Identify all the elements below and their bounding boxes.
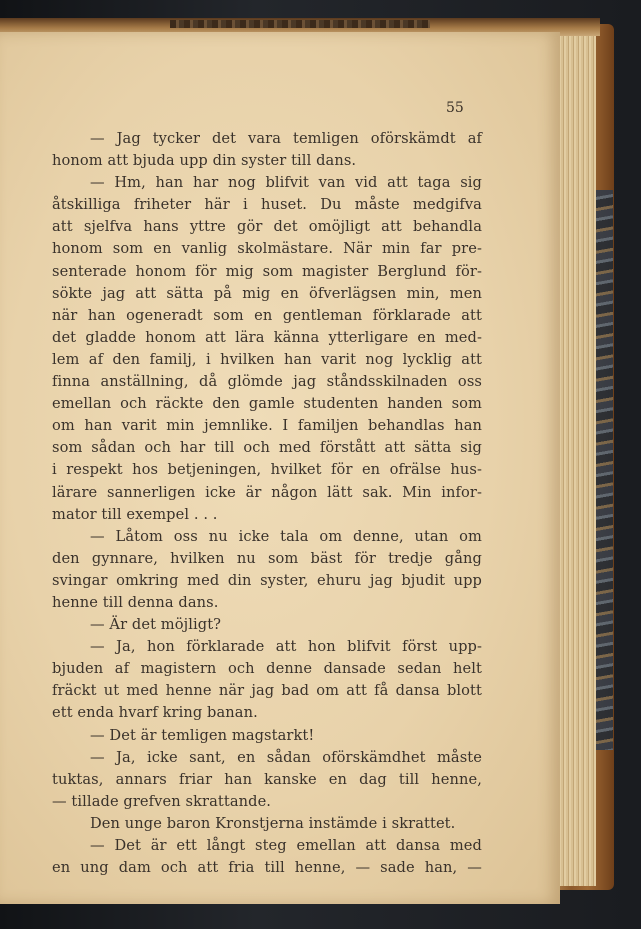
text-line: i respekt hos betjeningen, hvilket för en ofrälse hus- [52, 461, 482, 479]
text-line: — Hm, han har nog blifvit van vid att taga sig [90, 174, 482, 192]
text-line: fräckt ut med henne när jag bad om att få dansa blott [52, 682, 482, 700]
text-line: en ung dam och att fria till henne, — sade han, — [52, 859, 482, 877]
text-line: — Låtom oss nu icke tala om denne, utan om [90, 527, 482, 545]
text-line: emellan och räckte den gamle studenten handen som [52, 395, 482, 413]
text-line: Den unge baron Kronstjerna instämde i skrattet. [90, 814, 456, 832]
text-line: — Ja, icke sant, en sådan oförskämdhet måste [90, 748, 482, 766]
text-line: som sådan och har till och med förstått att sätta sig [52, 439, 482, 457]
text-line: att sjelfva hans yttre gör det omöjligt att behandla [52, 218, 482, 236]
text-line: — Ja, hon förklarade att hon blifvit först upp- [90, 638, 482, 656]
text-line: bjuden af magistern och denne dansade sedan helt [52, 660, 482, 678]
text-line: tuktas, annars friar han kanske en dag till henne, [52, 770, 482, 788]
text-line: — Det är temligen magstarkt! [90, 726, 315, 744]
text-line: finna anställning, då glömde jag ståndsskilnaden oss [52, 373, 482, 391]
page-edges [556, 30, 596, 886]
text-line: det gladde honom att lära känna ytterligare en med- [52, 328, 482, 346]
text-line: honom att bjuda upp din syster till dans. [52, 152, 357, 170]
text-line: åtskilliga friheter här i huset. Du måste medgifva [52, 196, 482, 214]
text-line: om han varit min jemnlike. I familjen behandlas han [52, 417, 482, 435]
marbled-cover-edge [595, 190, 613, 750]
book-top-edge-wear [170, 20, 430, 28]
text-line: svingar omkring med din syster, ehuru jag bjudit upp [52, 571, 482, 589]
text-line: ett enda hvarf kring banan. [52, 704, 258, 722]
text-line: senterade honom för mig som magister Berglund för- [52, 262, 482, 280]
text-line: henne till denna dans. [52, 593, 219, 611]
text-line: lärare sannerligen icke är någon lätt sak. Min infor- [52, 483, 482, 501]
text-line: — Är det möjligt? [90, 616, 222, 634]
text-line: när han ogeneradt som en gentleman förklarade att [52, 306, 482, 324]
text-line: mator till exempel . . . [52, 505, 218, 523]
text-line: honom som en vanlig skolmästare. När min far pre- [52, 240, 482, 258]
text-line: den gynnare, hvilken nu som bäst för tredje gång [52, 549, 482, 567]
text-line: sökte jag att sätta på mig en öfverlägsen min, men [52, 284, 482, 302]
page-text [52, 128, 482, 879]
text-line: — Jag tycker det vara temligen oförskämdt af [90, 130, 482, 147]
text-line: — Det är ett långt steg emellan att dansa med [90, 837, 482, 854]
page-number: 55 [446, 100, 464, 116]
text-line: — tillade grefven skrattande. [52, 792, 272, 810]
text-line: lem af den familj, i hvilken han varit nog lycklig att [52, 350, 482, 368]
